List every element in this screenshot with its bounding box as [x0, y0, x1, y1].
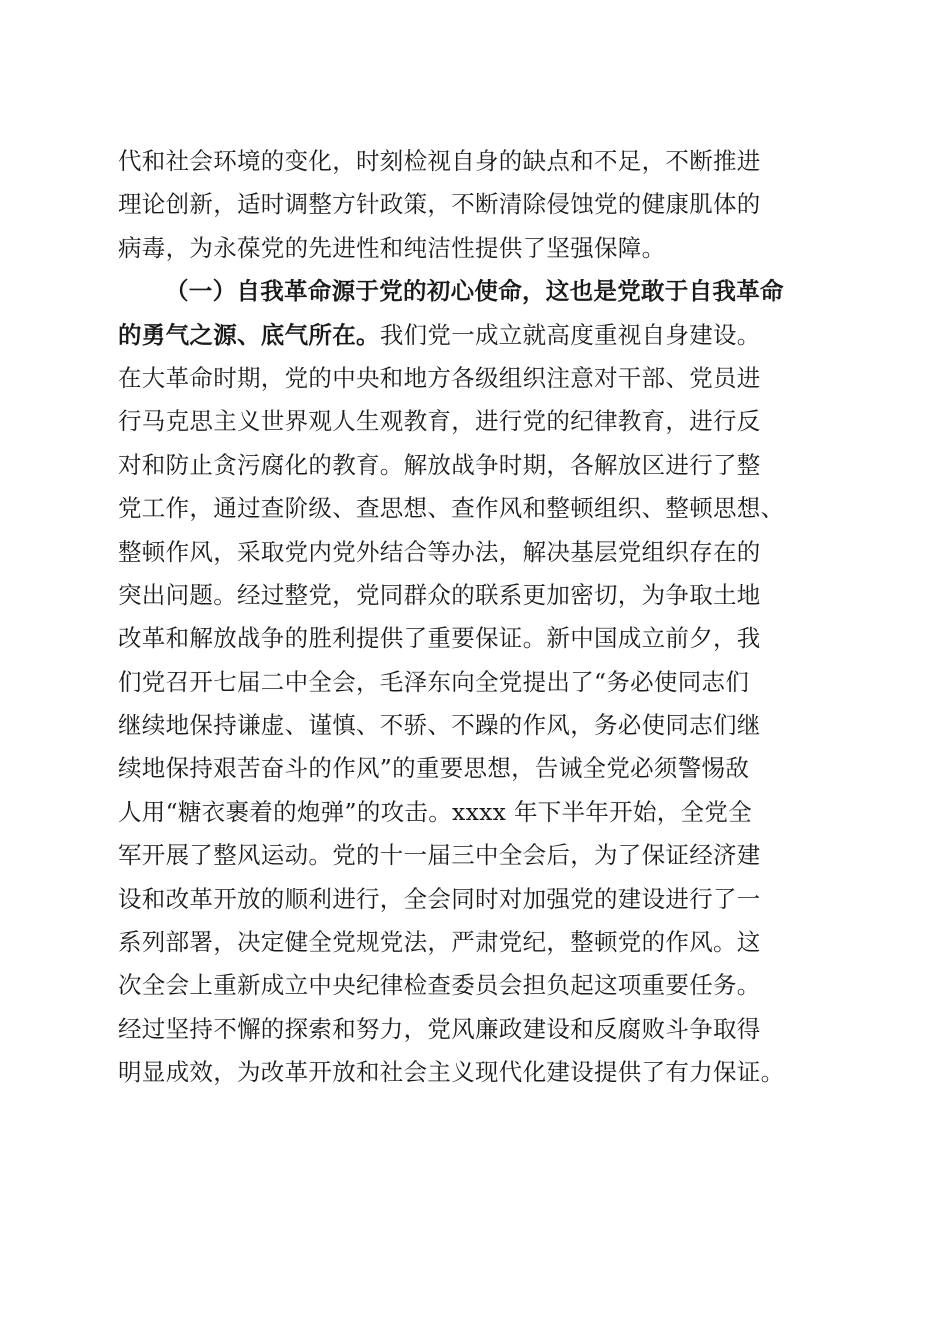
text-line: 设和改革开放的顺利进行，全会同时对加强党的建设进行了一 [118, 884, 761, 913]
text-line: 续地保持艰苦奋斗的作风”的重要思想，告诫全党必须警惕敌 [118, 754, 750, 783]
text-line: 理论创新，适时调整方针政策，不断清除侵蚀党的健康肌体的 [118, 190, 761, 219]
text-line: 在大革命时期，党的中央和地方各级组织注意对干部、党员进 [118, 363, 761, 392]
text-line: 党工作，通过查阶级、查思想、查作风和整顿组织、整顿思想、 [118, 494, 785, 523]
text-line: 继续地保持谦虚、谨慎、不骄、不躁的作风，务必使同志们继 [118, 711, 761, 740]
text-line: 行马克思主义世界观人生观教育，进行党的纪律教育，进行反 [118, 407, 761, 436]
paragraph-2 [118, 270, 838, 1094]
text-line: 病毒，为永葆党的先进性和纯洁性提供了坚强保障。 [118, 233, 666, 262]
section-heading-end: 的勇气之源、底气所在。 [118, 320, 380, 349]
paragraph-1 [118, 140, 838, 270]
text-line: 经过坚持不懈的探索和努力，党风廉政建设和反腐败斗争取得 [118, 1014, 761, 1043]
text-line: 们党召开七届二中全会，毛泽东向全党提出了“务必使同志们 [118, 667, 750, 696]
text-fragment: 我们党一成立就高度重视自身建设。 [379, 320, 761, 349]
text-line: 对和防止贪污腐化的教育。解放战争时期，各解放区进行了整 [118, 450, 761, 479]
text-line: 突出问题。经过整党，党同群众的联系更加密切，为争取土地 [118, 580, 761, 609]
text-line: 整顿作风，采取党内党外结合等办法，解决基层党组织存在的 [118, 537, 761, 566]
text-line: 明显成效，为改革开放和社会主义现代化建设提供了有力保证。 [118, 1058, 785, 1087]
text-line: 次全会上重新成立中央纪律检查委员会担负起这项重要任务。 [118, 971, 761, 1000]
document-page [118, 140, 838, 1095]
section-heading-line: （一）自我革命源于党的初心使命，这也是党敢于自我革命 [165, 277, 784, 306]
text-line: 代和社会环境的变化，时刻检视自身的缺点和不足，不断推进 [118, 147, 761, 175]
text-line: 系列部署，决定健全党规党法，严肃党纪，整顿党的作风。这 [118, 928, 761, 957]
text-line [118, 314, 838, 357]
text-line: 改革和解放战争的胜利提供了重要保证。新中国成立前夕，我 [118, 624, 761, 653]
text-line: 军开展了整风运动。党的十一届三中全会后，为了保证经济建 [118, 841, 761, 870]
text-line: 人用“糖衣裹着的炮弹”的攻击。xxxx 年下半年开始，全党全 [118, 797, 753, 826]
